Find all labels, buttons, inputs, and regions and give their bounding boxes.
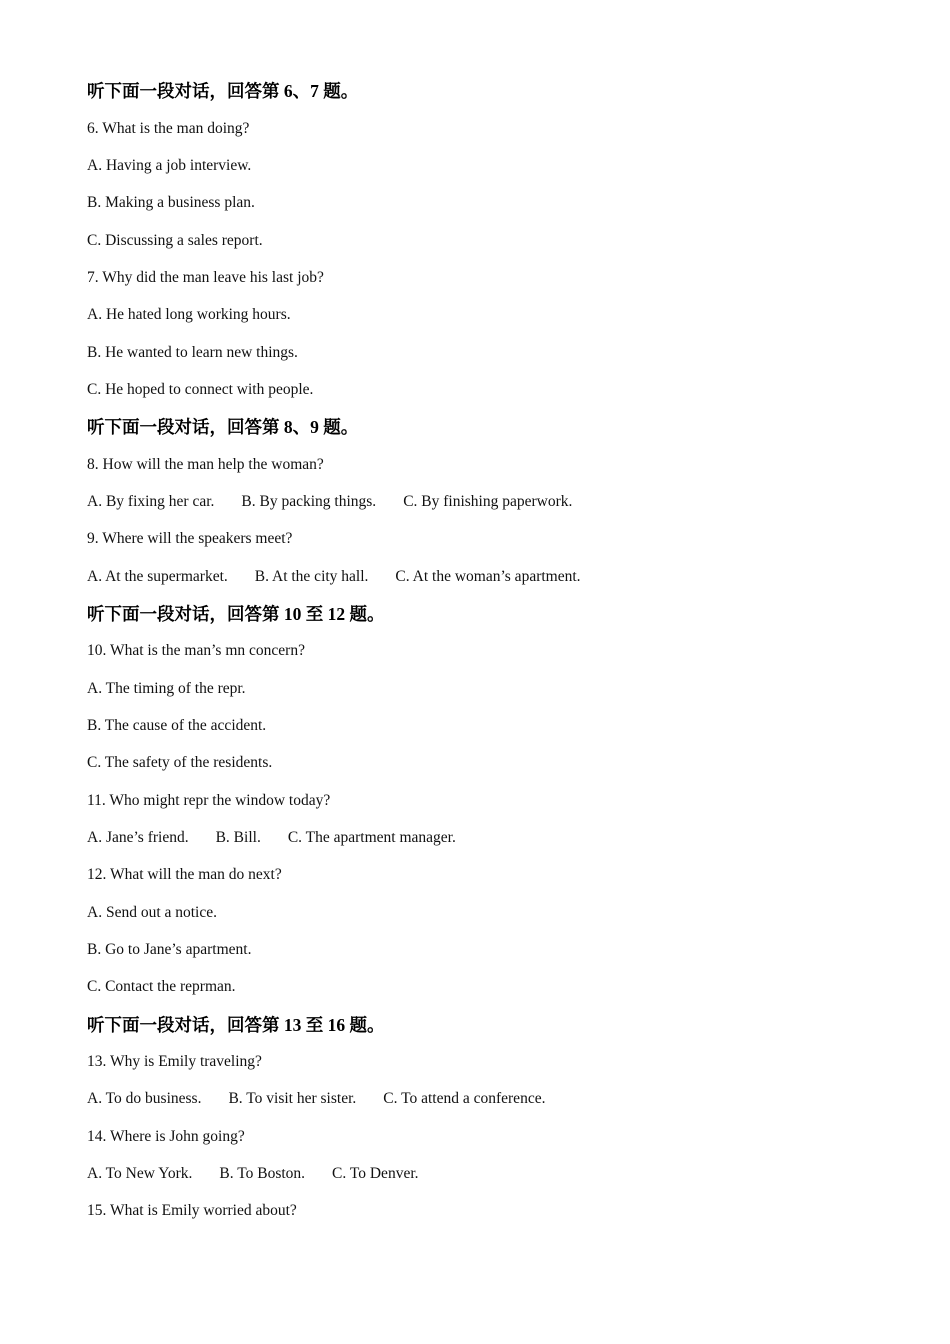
- option-14a: A. To New York.: [87, 1165, 193, 1182]
- question-14: 14. Where is John going?: [87, 1128, 245, 1145]
- option-12c: C. Contact the reprman.: [87, 978, 236, 995]
- options-row-9: [87, 567, 581, 587]
- option-9a: A. At the supermarket.: [87, 568, 228, 585]
- question-8: 8. How will the man help the woman?: [87, 456, 324, 473]
- option-8b: B. By packing things.: [241, 493, 377, 510]
- question-15: 15. What is Emily worried about?: [87, 1202, 297, 1219]
- question-9: 9. Where will the speakers meet?: [87, 530, 293, 547]
- option-7a: A. He hated long working hours.: [87, 306, 291, 323]
- section-heading: 听下面一段对话，回答第 10 至 12 题。: [87, 604, 385, 624]
- option-10c: C. The safety of the residents.: [87, 754, 273, 771]
- question-7: 7. Why did the man leave his last job?: [87, 269, 324, 286]
- option-8a: A. By fixing her car.: [87, 493, 215, 510]
- option-12a: A. Send out a notice.: [87, 904, 218, 921]
- question-10: 10. What is the man’s mn concern?: [87, 642, 305, 659]
- option-11c: C. The apartment manager.: [287, 829, 456, 846]
- question-11: 11. Who might repr the window today?: [87, 792, 331, 809]
- option-7c: C. He hoped to connect with people.: [87, 381, 314, 398]
- option-13b: B. To visit her sister.: [228, 1090, 357, 1107]
- option-9b: B. At the city hall.: [254, 568, 369, 585]
- option-14c: C. To Denver.: [332, 1165, 419, 1182]
- option-6a: A. Having a job interview.: [87, 157, 252, 174]
- section-heading: 听下面一段对话，回答第 13 至 16 题。: [87, 1015, 385, 1035]
- options-row-11: [87, 828, 456, 848]
- option-8c: C. By finishing paperwork.: [403, 493, 573, 510]
- option-11b: B. Bill.: [215, 829, 261, 846]
- option-13c: C. To attend a conference.: [383, 1090, 546, 1107]
- section-heading: 听下面一段对话，回答第 8、9 题。: [87, 417, 359, 437]
- option-6c: C. Discussing a sales report.: [87, 232, 263, 249]
- option-10b: B. The cause of the accident.: [87, 717, 267, 734]
- option-14b: B. To Boston.: [219, 1165, 306, 1182]
- question-12: 12. What will the man do next?: [87, 866, 282, 883]
- option-6b: B. Making a business plan.: [87, 194, 255, 211]
- options-row-8: [87, 492, 572, 512]
- option-12b: B. Go to Jane’s apartment.: [87, 941, 252, 958]
- question-13: 13. Why is Emily traveling?: [87, 1053, 262, 1070]
- option-11a: A. Jane’s friend.: [87, 829, 189, 846]
- option-10a: A. The timing of the repr.: [87, 680, 246, 697]
- option-7b: B. He wanted to learn new things.: [87, 344, 298, 361]
- option-13a: A. To do business.: [87, 1090, 202, 1107]
- question-6: 6. What is the man doing?: [87, 120, 250, 137]
- option-9c: C. At the woman’s apartment.: [395, 568, 581, 585]
- options-row-13: [87, 1089, 545, 1109]
- section-heading: 听下面一段对话，回答第 6、7 题。: [87, 81, 359, 101]
- options-row-14: [87, 1164, 419, 1184]
